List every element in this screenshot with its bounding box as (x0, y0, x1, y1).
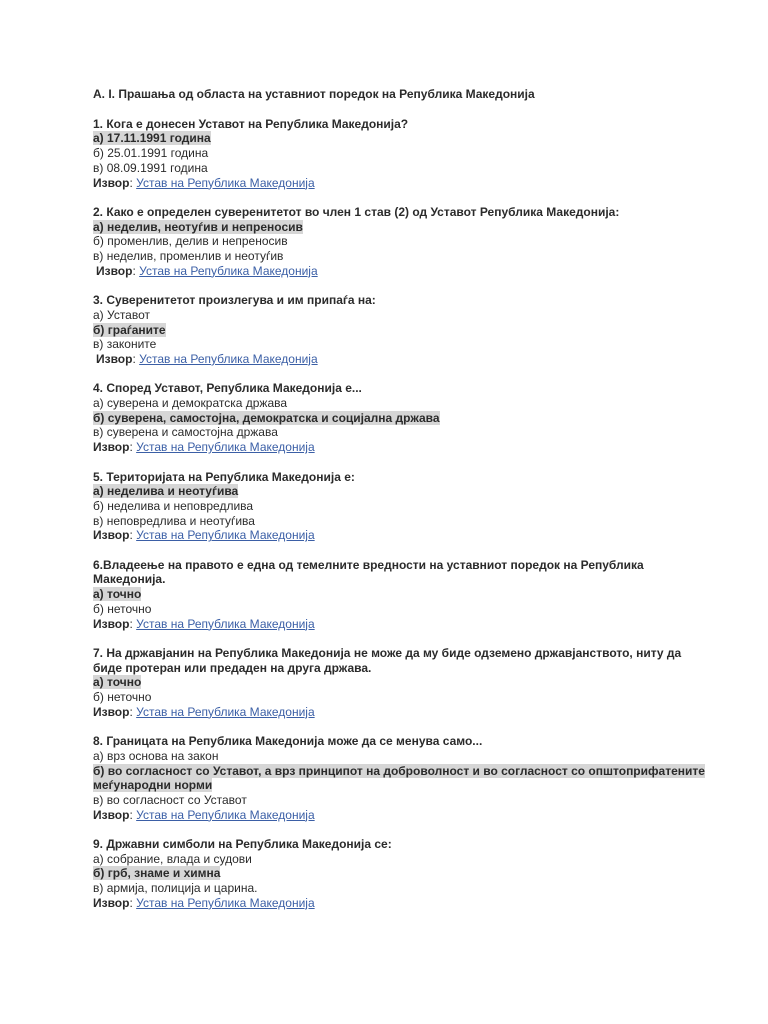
question-block (93, 293, 708, 367)
question-text: 5. Територијата на Република Македонија е: (93, 469, 355, 484)
source-link[interactable]: Устав на Република Македонија (136, 895, 315, 910)
source-line: Извор: Устав на Република Македонија (93, 616, 315, 631)
answer-option: в) армија, полиција и царина. (93, 881, 258, 896)
question-text: 6.Владеење на правото е една од темелните вредности на уставниот поредок на Република Македонија. (93, 557, 644, 587)
question-list (93, 117, 708, 911)
question-text: 4. Според Уставот, Република Македонија е... (93, 381, 362, 396)
answer-option: в) во согласност со Уставот (93, 792, 247, 807)
question-text: 1. Кога е донесен Уставот на Република Македонија? (93, 116, 409, 131)
source-line: Извор: Устав на Република Македонија (93, 528, 315, 543)
answer-option-correct (93, 764, 708, 793)
correct-answer: а) 17.11.1991 година (93, 131, 211, 146)
question-text: 7. На државјанин на Република Македонија не може да му биде одземено државјанството, ниту да биде протеран или предаден на друга држава. (93, 645, 682, 675)
answer-option: а) собрание, влада и судови (93, 851, 252, 866)
source-link[interactable]: Устав на Република Македонија (136, 807, 315, 822)
source-link[interactable]: Устав на Република Македонија (139, 351, 318, 366)
source-label: Извор (93, 616, 130, 631)
correct-answer: а) неделива и неотуѓива (93, 484, 239, 499)
document-title: А. I. Прашања од областа на уставниот поредок на Република Македонија (93, 87, 535, 101)
answer-option: б) неточно (93, 690, 152, 705)
source-label: Извор (93, 528, 130, 543)
question-block (93, 470, 708, 544)
correct-answer: а) неделив, неотуѓив и непреносив (93, 219, 303, 234)
question-block (93, 837, 708, 911)
question-block (93, 381, 708, 455)
source-link[interactable]: Устав на Република Македонија (139, 263, 318, 278)
source-link[interactable]: Устав на Република Македонија (136, 616, 315, 631)
answer-option: в) неделив, променлив и неотуѓив (93, 249, 284, 264)
correct-answer: б) грб, знаме и химна (93, 866, 221, 881)
source-label: Извор (93, 704, 130, 719)
source-line: Извор: Устав на Република Македонија (93, 807, 315, 822)
source-label: Извор (93, 440, 130, 455)
question-block (93, 558, 708, 632)
source-line: Извор: Устав на Република Македонија (93, 440, 315, 455)
answer-option: б) 25.01.1991 година (93, 146, 209, 161)
correct-answer: а) точно (93, 675, 142, 690)
source-link[interactable]: Устав на Република Македонија (136, 704, 315, 719)
source-label: Извор (93, 175, 130, 190)
correct-answer: б) граѓаните (93, 322, 166, 337)
answer-option: б) неделива и неповредлива (93, 498, 254, 513)
answer-option-correct (93, 220, 708, 235)
answer-option: в) 08.09.1991 година (93, 160, 208, 175)
answer-option-correct (93, 323, 708, 338)
answer-option-correct (93, 675, 708, 690)
question-block (93, 734, 708, 822)
source-link[interactable]: Устав на Република Македонија (136, 175, 315, 190)
question-text: 2. Како е определен суверенитетот во член 1 став (2) од Уставот Република Македонија: (93, 204, 620, 219)
source-line: Извор: Устав на Република Македонија (93, 895, 315, 910)
source-line: Извор: Устав на Република Македонија (93, 704, 315, 719)
source-line: Извор: Устав на Република Македонија (96, 263, 318, 278)
answer-option: б) неточно (93, 601, 152, 616)
correct-answer: а) точно (93, 587, 142, 602)
source-link[interactable]: Устав на Република Македонија (136, 440, 315, 455)
answer-option: а) Уставот (93, 307, 151, 322)
answer-option-correct (93, 411, 708, 426)
question-block (93, 117, 708, 191)
source-line: Извор: Устав на Република Македонија (96, 351, 318, 366)
question-text: 8. Границата на Република Македонија може да се менува само... (93, 734, 483, 749)
answer-option: в) суверена и самостојна држава (93, 425, 278, 440)
answer-option: в) неповредлива и неотуѓива (93, 513, 255, 528)
source-line: Извор: Устав на Република Македонија (93, 175, 315, 190)
answer-option: в) законите (93, 337, 157, 352)
answer-option-correct (93, 131, 708, 146)
source-link[interactable]: Устав на Република Македонија (136, 528, 315, 543)
answer-option-correct (93, 587, 708, 602)
question-block (93, 646, 708, 720)
answer-option: а) врз основа на закон (93, 748, 219, 763)
source-label: Извор (96, 263, 133, 278)
source-label: Извор (93, 895, 130, 910)
source-label: Извор (96, 351, 133, 366)
source-label: Извор (93, 807, 130, 822)
correct-answer: б) суверена, самостојна, демократска и социјална држава (93, 410, 440, 425)
answer-option-correct (93, 484, 708, 499)
answer-option: а) суверена и демократска држава (93, 396, 288, 411)
question-block (93, 205, 708, 279)
correct-answer: б) во согласност со Уставот, а врз принципот на доброволност и во согласност со општоприфатените меѓународни норми (93, 763, 705, 793)
question-text: 9. Државни симболи на Република Македонија се: (93, 837, 392, 852)
answer-option: б) променлив, делив и непреносив (93, 234, 288, 249)
question-text: 3. Суверенитетот произлегува и им припаѓа на: (93, 293, 376, 308)
answer-option-correct (93, 866, 708, 881)
